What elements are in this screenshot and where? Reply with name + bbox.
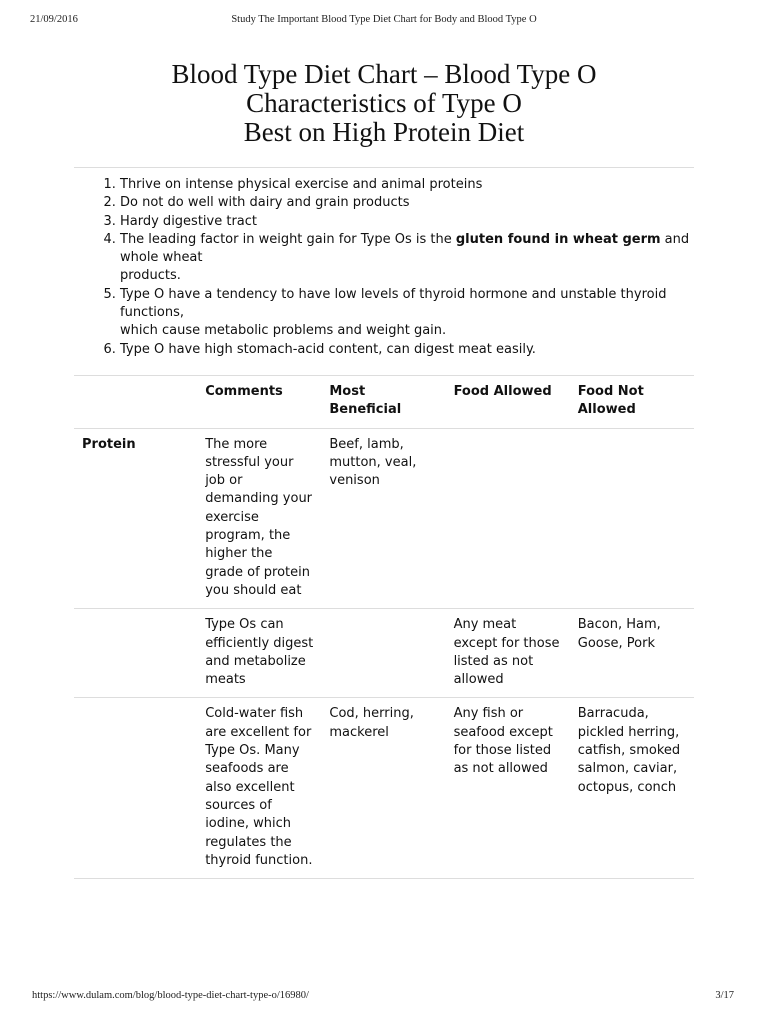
list-item-text: Type O have a tendency to have low levels of thyroid hormone and unstable thyroid functions, [120, 286, 667, 321]
title-line-1: Blood Type Diet Chart – Blood Type O [171, 59, 597, 89]
table-cell [446, 428, 570, 609]
table-row [74, 428, 694, 609]
table-cell: Bacon, Ham, Goose, Pork [570, 609, 694, 698]
table-cell [321, 609, 445, 698]
table-cell: Any meat except for those listed as not allowed [446, 609, 570, 698]
column-header: Most Beneficial [329, 384, 402, 418]
column-header: Food Allowed [453, 384, 552, 399]
list-item-text: Type O have high stomach-acid content, can digest meat easily. [120, 341, 536, 357]
table-cell: Beef, lamb, mutton, veal, venison [321, 428, 445, 609]
column-header: Comments [205, 384, 283, 399]
table-cell: Protein [74, 428, 197, 609]
divider [74, 167, 694, 168]
table-cell: Cod, herring, mackerel [321, 698, 445, 879]
diet-table [74, 376, 694, 879]
table-cell: Type Os can efficiently digest and metabolize meats [197, 609, 321, 698]
list-item-emphasis: gluten found in wheat germ [455, 231, 661, 247]
column-header [74, 376, 197, 428]
table-cell: Cold-water fish are excellent for Type Os. Many seafoods are also excellent sources of iodine, which regulates the thyroid function. [197, 698, 321, 879]
list-item [120, 286, 694, 341]
print-date: 21/09/2016 [30, 14, 78, 25]
column-header: Food Not Allowed [577, 384, 644, 418]
table-header-row [74, 376, 694, 428]
list-item [120, 341, 694, 359]
list-item [120, 194, 694, 212]
list-item-text: The leading factor in weight gain for Type Os is the [120, 231, 456, 247]
list-item [120, 231, 694, 286]
page-title [0, 60, 768, 147]
list-item-text: products. [120, 268, 181, 284]
table-cell: Barracuda, pickled herring, catfish, smoked salmon, caviar, octopus, conch [570, 698, 694, 879]
table-cell [74, 698, 197, 879]
table-cell [74, 609, 197, 698]
list-item-text: which cause metabolic problems and weight gain. [120, 323, 447, 339]
table-cell [570, 428, 694, 609]
list-item-text: Do not do well with dairy and grain products [120, 195, 410, 211]
table-row [74, 609, 694, 698]
list-item [120, 213, 694, 231]
print-footer-url: https://www.dulam.com/blog/blood-type-diet-chart-type-o/16980/ [32, 990, 309, 1001]
list-item-text: Thrive on intense physical exercise and animal proteins [120, 177, 483, 192]
print-header-title: Study The Important Blood Type Diet Chart for Body and Blood Type O [231, 14, 537, 25]
table-cell: Any fish or seafood except for those listed as not allowed [446, 698, 570, 879]
title-line-3: Best on High Protein Diet [243, 117, 525, 147]
print-page-number: 3/17 [715, 990, 734, 1001]
list-item-text: Hardy digestive tract [120, 213, 258, 229]
title-line-2: Characteristics of Type O [246, 88, 522, 118]
table-row [74, 698, 694, 879]
list-item [120, 176, 694, 194]
characteristics-list [74, 176, 694, 359]
list-item-text: and whole wheat [120, 231, 690, 266]
table-cell: The more stressful your job or demanding your exercise program, the higher the grade of protein you should eat [197, 428, 321, 609]
